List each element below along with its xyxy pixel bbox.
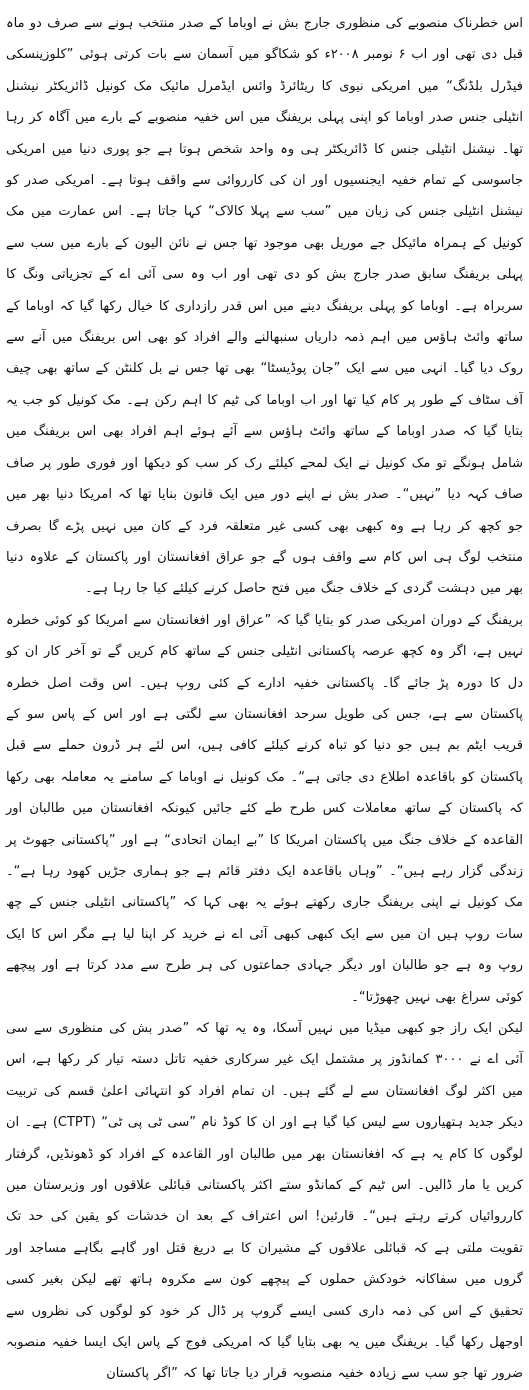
article-paragraph-3: لیکن ایک راز جو کبھی میڈیا میں نہیں آسکا، وہ یہ تھا کہ ”صدر بش کی منظوری سے سی آئی اے نے ۳۰۰۰ کمانڈوز پر مشتمل ایک غیر سرکاری خفیہ تاتل دستہ تیار کر رکھا ہے، اس میں اکثر لوگ افغانستان سے لے گئے ہیں۔ ان تمام افراد کو انتہائی اعلیٰ قسم کی تربیت دیکر جدید ہتھیاروں سے لیس کیا گیا ہے اور ان کا کوڈ نام ”سی ٹی پی ٹی“ (CTPT) ہے۔ ان لوگوں کا کام یہ ہے کہ افغانستان بھر میں طالبان اور القاعدہ کے افراد کو ڈھونڈیں، گرفتار کریں یا مار ڈالیں۔ اس ٹیم کے کمانڈو ستے اکثر پاکستانی قبائلی علاقوں اور وزیرستان میں کارروائیاں کرتے رہتے ہیں“۔ قارئین! اس اعتراف کے بعد ان خدشات کو یقین کی حد تک تقویت ملتی ہے کہ قبائلی علاقوں کے مشیران کا بے دریغ قتل اور گاہے بگاہے مساجد اور گروں میں سفاکانہ خودکش حملوں کے پیچھے کون سے مکروہ ہاتھ تھے لیکن بغیر کسی تحقیق کے اس کی ذمہ داری کسی ایسے گروپ پر ڈال کر خود کو لوگوں کی نظروں سے اوجھل رکھا گیا۔ بریفنگ میں یہ بھی بتایا گیا کہ امریکی فوج کے پاس ایک ایسا خفیہ منصوبہ ضرور تھا جو سب سے زیادہ خفیہ منصوبہ قرار دیا جاتا تھا کہ ”اگر پاکستان: [6, 1021, 523, 1382]
article-paragraph-2: بریفنگ کے دوران امریکی صدر کو بتایا گیا کہ ”عراق اور افغانستان سے امریکا کو کوئی خطرہ نہیں ہے، اگر وہ کچھ عرصہ پاکستانی انٹیلی جنس کے ساتھ کام کریں گے تو آخر کار ان کو دل کا دورہ پڑ جائے گا۔ پاکستانی خفیہ ادارے کے کئی روپ ہیں۔ اس وقت اصل خطرہ پاکستان سے ہے، جس کی طویل سرحد افغانستان سے لگتی ہے اور اس کے پاس سو کے قریب ایٹم بم ہیں جو دنیا کو تباہ کرنے کیلئے کافی ہیں، اس لئے ہر ڈرون حملے سے قبل پاکستان کو باقاعدہ اطلاع دی جاتی ہے“۔ مک کونیل نے اوباما کے سامنے یہ معاملہ بھی رکھا کہ پاکستان کے ساتھ معاملات کس طرح طے کئے جائیں کیونکہ افغانستان میں طالبان اور القاعدہ کے خلاف جنگ میں پاکستان امریکا کا ”بے ایمان اتحادی“ ہے اور ”پاکستانی جھوٹ پر زندگی گزار رہے ہیں“۔ ”وہاں باقاعدہ ایک دفتر قائم ہے جو ہماری جڑیں کھود رہا ہے“۔ مک کونیل نے اپنی بریفنگ جاری رکھتے ہوئے یہ بھی کہا کہ ”پاکستانی انٹیلی جنس کے چھ سات روپ ہیں ان میں سے ایک کبھی کبھی آئی اے نے خرید کر اپنا لیا ہے مگر اس کا ایک روپ وہ ہے جو طالبان اور دیگر جہادی جماعتوں کی ہر طرح سے مدد کرتا ہے اور پیچھے کوئی سراغ بھی نہیں چھوڑتا“۔: [6, 612, 523, 1005]
article-paragraph-1: اس خطرناک منصوبے کی منظوری جارج بش نے اوباما کے صدر منتخب ہونے سے صرف دو ماہ قبل دی تھی اور اب ۶ نومبر ۲۰۰۸ء کو شکاگو میں آسمان سے بات کرتی ہوئی ”کلوزینسکی فیڈرل بلڈنگ“ میں امریکی نیوی کا ریٹائرڈ وائس ایڈمرل مائیک مک کونیل ڈائریکٹر نیشنل انٹیلی جنس صدر اوباما کو اپنی پہلی بریفنگ میں اس خفیہ منصوبے کے بارے میں آگاہ کر رہا تھا۔ نیشنل انٹیلی جنس کا ڈائریکٹر ہی وہ واحد شخص ہوتا ہے جو پوری دنیا میں امریکی جاسوسی کے تمام خفیہ ایجنسیوں اور ان کی کارروائی سے واقف ہوتا ہے۔ امریکی صدر کو نیشنل انٹیلی جنس کی زبان میں ”سب سے پہلا کالاک“ کہا جاتا ہے۔ اس عمارت میں مک کونیل کے ہمراہ مائیکل جے موریل بھی موجود تھا جس نے نائن الیون کے بارے میں سب سے پہلی بریفنگ سابق صدر جارج بش کو دی تھی اور اب وہ سی آئی اے کے تجزیاتی ونگ کا سربراہ ہے۔ اوباما کو پہلی بریفنگ دینے میں اس قدر رازداری کا خیال رکھا گیا کہ اوباما کے ساتھ وائٹ ہاؤس میں اہم ذمہ داریاں سنبھالنے والے افراد کو بھی اس بریفنگ میں آنے سے روک دیا گیا۔ انہی میں سے ایک ”جان پوڈیسٹا“ بھی تھا جس نے بل کلنٹن کے ساتھ بھی چیف آف سٹاف کے طور پر کام کیا تھا اور اب اوباما کی ٹیم کا اہم رکن ہے۔ مک کونیل کو جب یہ بتایا گیا کہ صدر اوباما کے ساتھ وائٹ ہاؤس سے آئے ہوئے اہم افراد بھی اس بریفنگ میں شامل ہونگے تو مک کونیل نے ایک لمحے کیلئے رک کر سب کو دیکھا اور فوری طور پر صاف صاف کہہ دیا ”نہیں“۔ صدر بش نے اپنے دور میں ایک قانون بنایا تھا کہ امریکا دنیا بھر میں جو کچھ کر رہا ہے وہ کبھی بھی کسی غیر متعلقہ فرد کے کان میں نہیں پڑے گا بصرف منتخب لوگ ہی اس کام سے واقف ہوں گے جو عراق افغانستان اور پاکستان کے علاوہ دنیا بھر میں دہشت گردی کے خلاف جنگ میں فتح حاصل کرنے کیلئے کیا جا رہا ہے۔: [6, 16, 523, 597]
